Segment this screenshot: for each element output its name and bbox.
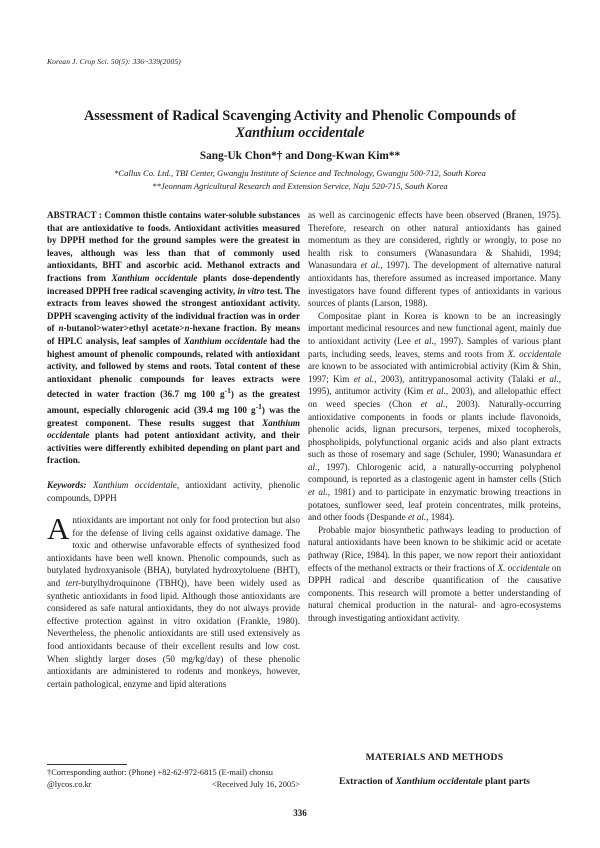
keywords-label: Keywords:: [47, 479, 87, 490]
received-date: <Received July 16, 2005>: [211, 780, 300, 789]
keywords: Keywords: Xanthium occidentale, antioxidant activity, phenolic compounds, DPPH: [47, 479, 300, 503]
left-column: [47, 209, 300, 689]
right-column: [308, 209, 561, 625]
section-heading: MATERIALS AND METHODS: [365, 752, 504, 763]
affiliations: [40, 167, 560, 192]
paper-title: [40, 108, 560, 142]
abstract-label: ABSTRACT: [47, 210, 97, 220]
introduction-text: Antioxidants are important not only for food protection but also for the defense of living cells against oxidative damage. The toxic and otherwise unfavorable effects of synthesized food antioxidants have been well known. Phenolic compounds, such as butylated hydroxyanisole (BHA), butylated hydroxytoluene (BHT), and tert-butylhydroquinone (TBHQ), have been widely used as synthetic antioxidants in food lipid. Although those antioxidants are considered as safe natural antioxidants, they do not always provide effective protection against in vitro oxidation (Frankle, 1980). Nevertheless, the phenolic antioxidants are still used extensively as food antioxidants because of their excellent results and low cost. When slightly larger doses (50 mg/kg/day) of these phenolic antioxidants are administered to rodents and monkeys, however, certain pathological, enzyme and lipid alterations: [47, 511, 300, 689]
page-number: 336: [293, 808, 307, 818]
paragraph: Compositae plant in Korea is known to be an increasingly important medicinal resources and new functional agent, mainly due to antioxidant activity (Lee et al., 1997). Samples of various plant parts, including seeds, leaves, stems and roots from X. occidentale are known to be associated with antimicrobial activity (Kim & Shin, 1997; Kim et al., 2003), antitrypanosomal activity (Talaki et al., 1995), antitumor activity (Kim et al., 2003), and allelopathic effect on weed species (Chon et al., 2003). Naturally-occurring antioxidative components in foods or plants include flavonoids, phenolic acids, lignan precursors, terpenes, mixed tocopherols, phospholipids, polyfunctional organic acids and also plant extracts such as those of rosemary and sage (Schuler, 1990; Wanasundara et al., 1997). Chlorogenic acid, a naturally-occurring polyphenol compound, is reported as a clastogenic agent in hamster cells (Stich et al., 1981) and to participate in enzymatic browing treactions in potatoes, sunflower seed, leaf protein concentrates, milk proteins, and other foods (Despande et al., 1984).: [308, 310, 562, 523]
title-line-1: Assessment of Radical Scavenging Activity and Phenolic Compounds of: [84, 108, 516, 124]
journal-reference: Korean J. Crop Sci. 50(5): 336~339(2005): [47, 57, 181, 66]
drop-cap: A: [47, 511, 70, 546]
title-line-2: Xanthium occidentale: [235, 125, 365, 141]
paragraph: as well as carcinogenic effects have been observed (Branen, 1975). Therefore, research on other natural antioxidants has gained momentum as they are considered, rightly or wrongly, to pose no health risk to consumers (Wanasundara & Shahidi, 1994; Wanasundara et al., 1997). The development of alternative natural antioxidants has, therefore assumed as increased importance. Many investigators have found different types of antioxidants in various sources of plants (Larson, 1988).: [308, 210, 561, 309]
abstract: ABSTRACT : Common thistle contains water-soluble substances that are antioxidative to foods. Antioxidant activities measured by DPPH method for the ground samples were the greatest in leaves, although was less than that of commonly used antioxidants, BHT and ascorbic acid. Methanol extracts and fractions from Xanthium occidentale plants dose-dependently increased DPPH free radical scavenging activity, in vitro test. The extracts from leaves showed the strongest antioxidant activity. DPPH scavenging activity of the individual fraction was in order of n-butanol>water>ethyl acetate>n-hexane fraction. By means of HPLC analysis, leaf samples of Xanthium occidentale had the highest amount of phenolic compounds, related with antioxidant activity, and followed by stems and roots. Total content of these antioxidant phenolic compounds for leaves extracts were detected in water fraction (36.7 mg 100 $g^{-1}$) as the greatest amount, especially chlorogenic acid (39.4 mg 100 $g^{-1}$) was the greatest component. These results suggest that Xanthium occidentale plants had potent antioxidant activity, and their activities were differently exhibited depending on plant part and fraction.: [47, 210, 300, 466]
footnote-divider: [47, 764, 127, 765]
paragraph: Probable major biosynthetic pathways leading to production of natural antioxidants have been known to be shikimic acid or acetate pathway (Rice, 1984). In this paper, we now report their antioxidant effects of the methanol extracts or their fractions of X. occidentale on DPPH radical and describe quantification of the causative components. This research will promote a better understanding of natural chemical production in the natural- and agro-ecosystems through investigating antioxidant activity.: [308, 524, 561, 623]
affiliation-1: *Callus Co. Ltd., TBI Center, Gwangju Institute of Science and Technology, Gwangju 500-712, South Korea: [114, 168, 486, 178]
affiliation-2: **Jeonnam Agricultural Research and Extension Service, Naju 520-715, South Korea: [152, 180, 448, 191]
corresponding-author-footnote: †Corresponding author: (Phone) +82-62-972-6815 (E-mail) chonsu @lycos.co.kr <Received July 16, 2005>: [47, 768, 300, 789]
author-list: Sang-Uk Chon*† and Dong-Kwan Kim**: [199, 150, 401, 162]
subsection-heading: Extraction of Xanthium occidentale plant parts: [338, 776, 531, 787]
